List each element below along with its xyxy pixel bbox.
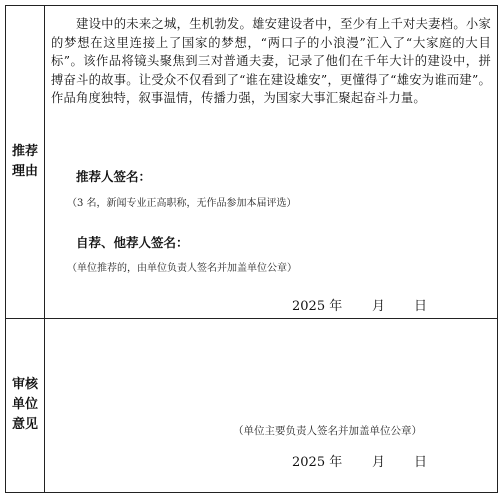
- recommendation-reason-content-cell: [45, 6, 498, 319]
- review-date-line: [292, 451, 427, 470]
- recommendation-reason-label-cell: [6, 6, 45, 319]
- review-date-year: 2025 年: [292, 454, 343, 470]
- review-unit-opinion-row: [6, 318, 498, 492]
- review-unit-content-cell: [45, 318, 498, 492]
- recommendation-date-day: 日: [414, 299, 428, 314]
- recommendation-reason-label: 推荐理由: [11, 143, 38, 179]
- review-date-month: 月: [372, 454, 386, 470]
- recommendation-form-table: [5, 5, 498, 493]
- recommendation-date-line: [292, 295, 427, 314]
- recommendation-paragraph: 建设中的未来之城，生机勃发。雄安建设者中，至少有上千对夫妻档。小家的梦想在这里连接上了国家的梦想，“两口子的小浪漫”汇入了“大家庭的大目标”。该作品将镜头聚焦到三对普通夫妻，记录了他们在千年大计的建设中，拼搏奋斗的故事。让受众不仅看到了“谁在建设雄安”，更懂得了“雄安为谁而建”。作品角度独特，叙事温情，传播力强，为国家大事汇聚起奋斗力量。: [51, 17, 491, 105]
- self-recommender-signature-title: 自荐、他荐人签名：: [76, 235, 189, 250]
- review-date-day: 日: [414, 454, 428, 470]
- review-unit-label: 审核单位意见: [11, 377, 38, 433]
- review-unit-signature-note: （单位主要负责人签名并加盖单位公章）: [233, 424, 422, 437]
- recommendation-date-year: 2025 年: [292, 299, 343, 314]
- self-recommender-signature-note: （单位推荐的，由单位负责人签名并加盖单位公章）: [67, 263, 297, 274]
- recommender-signature-title: 推荐人签名：: [76, 169, 152, 184]
- recommender-signature-note: （3 名，新闻专业正高职称，无作品参加本届评选）: [67, 198, 297, 209]
- recommendation-reason-row: [6, 6, 498, 319]
- recommendation-date-month: 月: [372, 299, 386, 314]
- review-unit-label-cell: [6, 318, 45, 492]
